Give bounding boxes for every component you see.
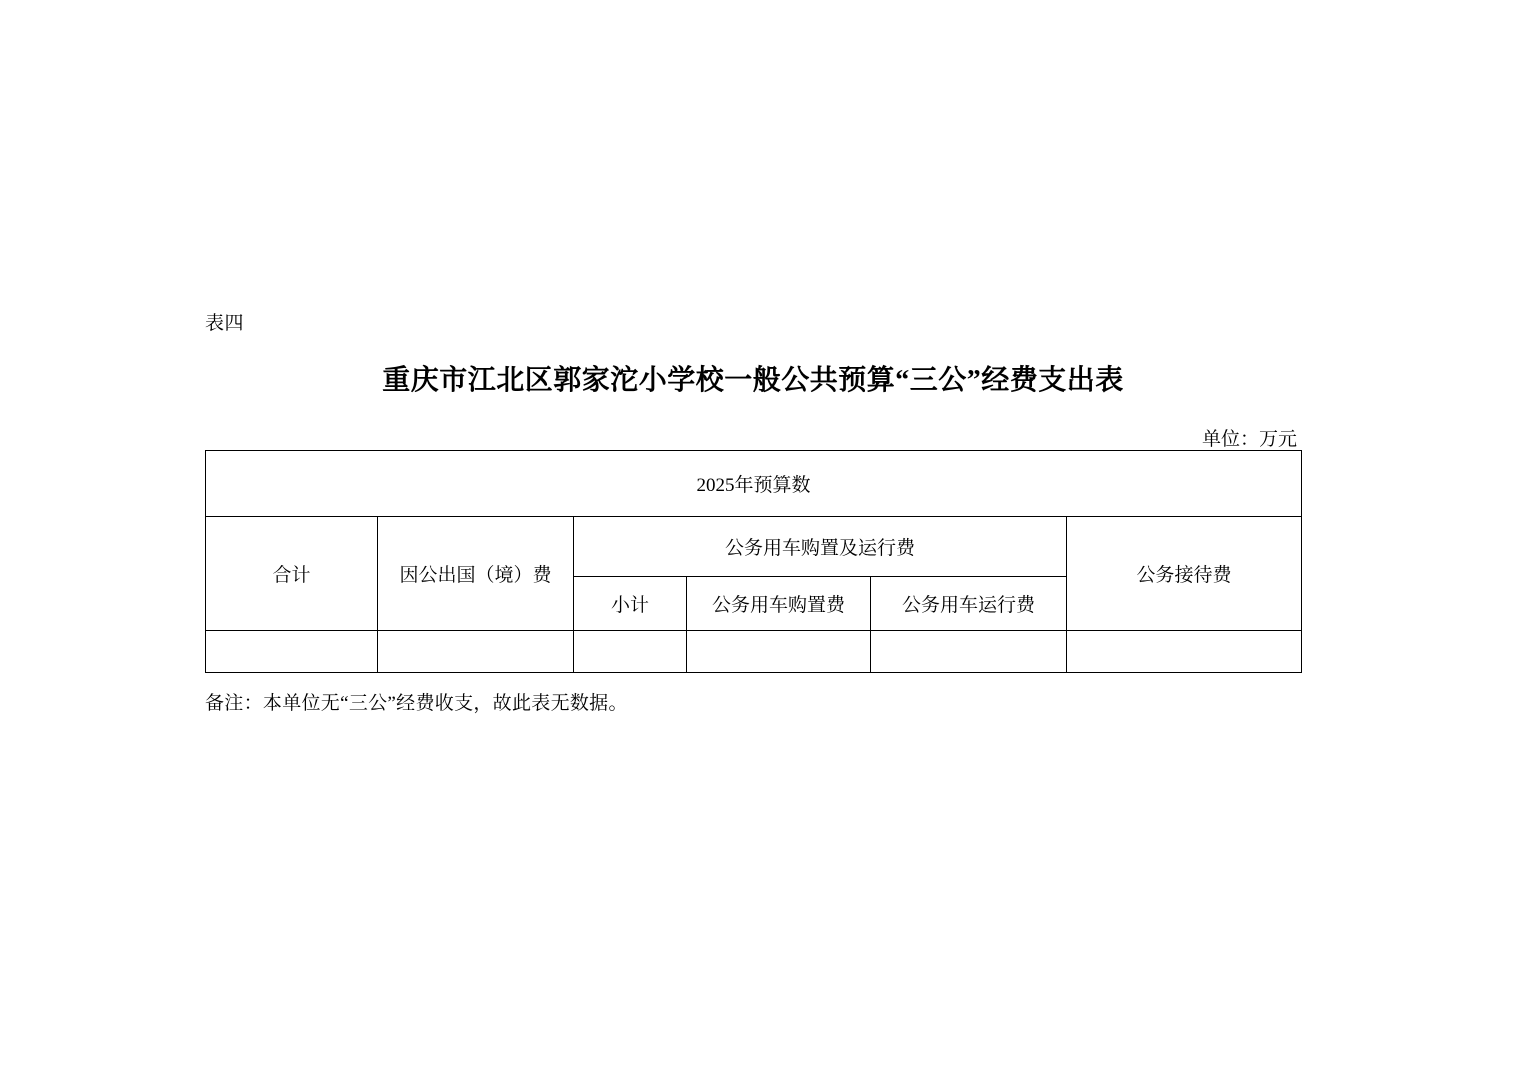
cell-vehicle-purchase <box>687 631 871 673</box>
cell-vehicle-subtotal <box>574 631 687 673</box>
column-header-vehicle-group: 公务用车购置及运行费 <box>574 517 1067 577</box>
column-header-abroad: 因公出国（境）费 <box>378 517 574 631</box>
table-note: 备注：本单位无“三公”经费收支，故此表无数据。 <box>205 693 628 714</box>
cell-reception <box>1067 631 1302 673</box>
column-header-reception: 公务接待费 <box>1067 517 1302 631</box>
column-header-vehicle-operation: 公务用车运行费 <box>871 577 1067 631</box>
table-row <box>206 631 1302 673</box>
page-title: 重庆市江北区郭家沱小学校一般公共预算“三公”经费支出表 <box>382 365 1124 396</box>
table-row-group-header <box>206 451 1302 517</box>
cell-total <box>206 631 378 673</box>
budget-table <box>205 450 1302 673</box>
column-header-vehicle-purchase: 公务用车购置费 <box>687 577 871 631</box>
cell-abroad <box>378 631 574 673</box>
column-header-total: 合计 <box>206 517 378 631</box>
column-header-vehicle-subtotal: 小计 <box>574 577 687 631</box>
cell-vehicle-operation <box>871 631 1067 673</box>
table-label: 表四 <box>205 313 245 334</box>
table-row-header-top <box>206 517 1302 577</box>
unit-label: 单位：万元 <box>1201 429 1297 450</box>
group-header-cell: 2025年预算数 <box>206 451 1302 517</box>
